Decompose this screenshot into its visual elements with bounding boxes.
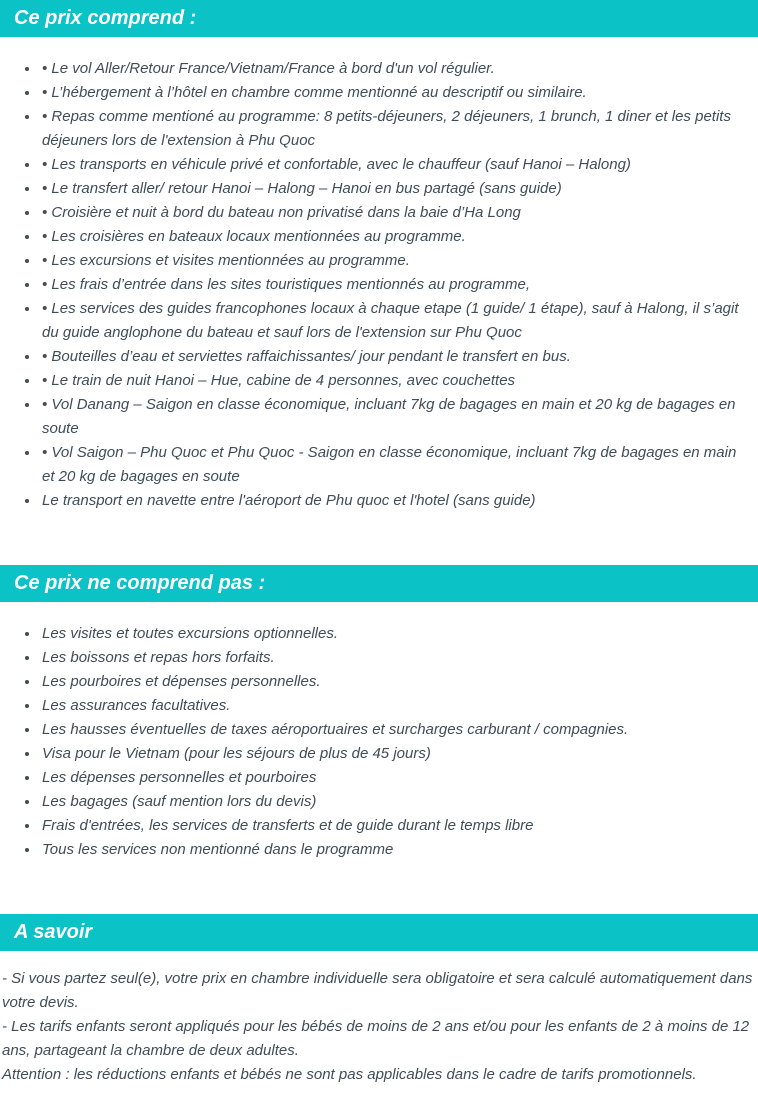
list-item: • Tous les services non mentionné dans le programme bbox=[40, 838, 752, 862]
list-item: • • L’hébergement à l’hôtel en chambre comme mentionné au descriptif ou similaire. bbox=[40, 81, 752, 105]
list-item: • Les hausses éventuelles de taxes aéroportuaires et surcharges carburant / compagnies. bbox=[40, 718, 752, 742]
list-item: • • Le transfert aller/ retour Hanoi – Halong – Hanoi en bus partagé (sans guide) bbox=[40, 177, 752, 201]
list-item: • Le transport en navette entre l'aéroport de Phu quoc et l'hotel (sans guide) bbox=[40, 489, 752, 513]
section-good-to-know bbox=[0, 914, 758, 1107]
note-paragraph: - Les tarifs enfants seront appliqués pour les bébés de moins de 2 ans et/ou pour les enfants de 2 à moins de 12 ans, partageant la chambre de deux adultes. bbox=[2, 1018, 750, 1059]
section-price-not-included bbox=[0, 565, 758, 862]
list-item: • • Repas comme mentioné au programme: 8 petits-déjeuners, 2 déjeuners, 1 brunch, 1 diner et les petits déjeuners lors de l'extension à Phu Quoc bbox=[40, 105, 752, 153]
list-item: • Les assurances facultatives. bbox=[40, 694, 752, 718]
price-included-header-bar bbox=[0, 0, 758, 37]
list-item: • Les bagages (sauf mention lors du devis) bbox=[40, 790, 752, 814]
list-item: • Les boissons et repas hors forfaits. bbox=[40, 646, 752, 670]
good-to-know-header-bar bbox=[0, 914, 758, 951]
price-included-list bbox=[0, 57, 758, 513]
list-item: • • Bouteilles d’eau et serviettes raffaichissantes/ jour pendant le transfert en bus. bbox=[40, 345, 752, 369]
list-item: • • Le vol Aller/Retour France/Vietnam/France à bord d'un vol régulier. bbox=[40, 57, 752, 81]
list-item: • • Les services des guides francophones locaux à chaque etape (1 guide/ 1 étape), sauf à Halong, il s’agit du guide anglophone du bateau et sauf lors de l'extension sur Phu Quoc bbox=[40, 297, 752, 345]
price-included-title: Ce prix comprend : bbox=[14, 7, 197, 29]
good-to-know-title: A savoir bbox=[14, 921, 93, 943]
good-to-know-notes bbox=[0, 967, 758, 1107]
list-item: • • Vol Danang – Saigon en classe économique, incluant 7kg de bagages en main et 20 kg de bagages en soute bbox=[40, 393, 752, 441]
price-not-included-list bbox=[0, 622, 758, 862]
list-item: • Les pourboires et dépenses personnelles. bbox=[40, 670, 752, 694]
note-paragraph: Attention : les réductions enfants et bébés ne sont pas applicables dans le cadre de tarifs promotionnels. bbox=[2, 1066, 697, 1083]
list-item: • Frais d'entrées, les services de transferts et de guide durant le temps libre bbox=[40, 814, 752, 838]
list-item: • Les visites et toutes excursions optionnelles. bbox=[40, 622, 752, 646]
note-paragraph: - Si vous partez seul(e), votre prix en chambre individuelle sera obligatoire et sera calculé automatiquement dans votre devis. bbox=[2, 970, 753, 1011]
list-item: • • Les transports en véhicule privé et confortable, avec le chauffeur (sauf Hanoi – Halong) bbox=[40, 153, 752, 177]
price-not-included-title: Ce prix ne comprend pas : bbox=[14, 572, 266, 594]
list-item: • • Les frais d’entrée dans les sites touristiques mentionnés au programme, bbox=[40, 273, 752, 297]
list-item: • • Le train de nuit Hanoi – Hue, cabine de 4 personnes, avec couchettes bbox=[40, 369, 752, 393]
list-item: • • Croisière et nuit à bord du bateau non privatisé dans la baie d’Ha Long bbox=[40, 201, 752, 225]
price-not-included-header-bar bbox=[0, 565, 758, 602]
list-item: • • Vol Saigon – Phu Quoc et Phu Quoc - Saigon en classe économique, incluant 7kg de bagages en main et 20 kg de bagages en soute bbox=[40, 441, 752, 489]
list-item: • Visa pour le Vietnam (pour les séjours de plus de 45 jours) bbox=[40, 742, 752, 766]
list-item: • • Les excursions et visites mentionnées au programme. bbox=[40, 249, 752, 273]
section-price-included bbox=[0, 0, 758, 513]
list-item: • • Les croisières en bateaux locaux mentionnées au programme. bbox=[40, 225, 752, 249]
list-item: • Les dépenses personnelles et pourboires bbox=[40, 766, 752, 790]
